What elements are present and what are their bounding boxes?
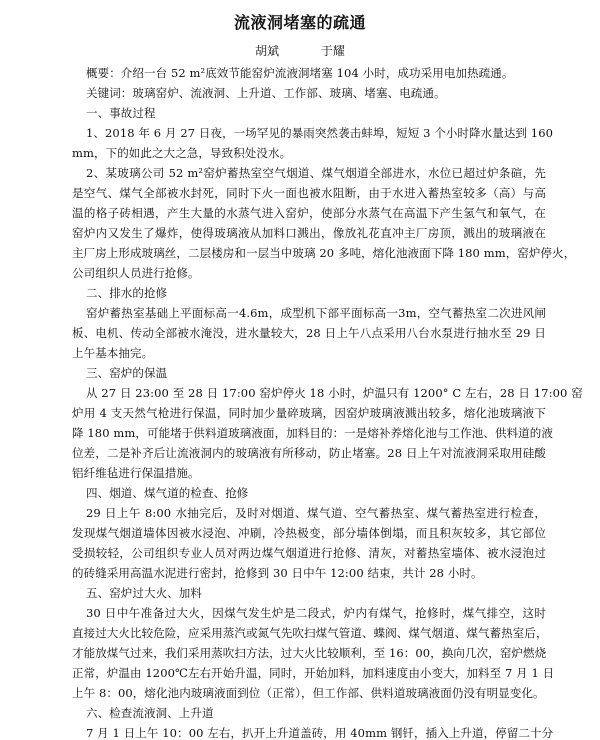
paragraph-line: 正常，炉温由 1200℃左右开始升温，同时，开始加料，加料速度由小变大，加料至 7 月 1 日 (72, 666, 555, 680)
page-title: 流液洞堵塞的疏通 (233, 13, 366, 32)
paragraph-line: 上午基本抽完。 (72, 346, 154, 360)
paragraph-line: 板、电机、传动全部被水淹没，进水量较大，28 日上午八点采用八台水泵进行抽水至 29 日 (72, 326, 546, 340)
section-heading: 五、窑炉过大火、加料 (86, 586, 202, 600)
paragraph-line: 位差，二是补齐后让流液洞内的玻璃液有所移动，防止堵塞。28 日上午对流液洞采取用硅酸 (72, 446, 546, 460)
paragraph-line: 1、2018 年 6 月 27 日夜，一场罕见的暴雨突然袭击蚌埠，短短 3 个小时降水量达到 160 (86, 126, 554, 140)
paragraph-line: 的砖缝采用高温水泥进行密封，抢修到 30 日中午 12:00 结束，共计 28 小时。 (72, 566, 483, 580)
paragraph-line: 炉用 4 支天然气枪进行保温，同时加少量碎玻璃，因窑炉玻璃液溅出较多，熔化池玻璃液下 (72, 406, 546, 420)
paragraph-line: 从 27 日 23:00 至 28 日 17:00 窑炉停火 18 小时，炉温只有 1200° C 左右，28 日 17:00 窑 (86, 386, 583, 400)
paragraph-line: 7 月 1 日上午 10：00 左右，扒开上升道盖砖，用 40mm 钢钎，插入上升道，停留二十分 (86, 726, 554, 740)
paragraph-line: 公司组织人员进行抢修。 (72, 266, 200, 280)
paragraph-line: 发现煤气烟道墙体因被水浸泡、冲刷，冷热极变，部分墙体倒塌，而且积灰较多，其它部位 (72, 526, 546, 540)
paragraph-line: 温的格子砖相遇，产生大量的水蒸气进入窑炉，使部分水蒸气在高温下产生氢气和氧气，在 (72, 206, 546, 220)
paragraph-line: mm，下的如此之大之急，导致积处没水。 (72, 146, 292, 160)
section-heading: 四、烟道、煤气道的检查、抢修 (86, 486, 249, 500)
paragraph-line: 是空气、煤气全部被水封死，同时下火一面也被水阻断，由于水进入蓄热室较多（高）与高 (72, 186, 546, 200)
abstract-line: 概要：介绍一台 52 m²底效节能窑炉流液洞堵塞 104 小时，成功采用电加热疏通。 (86, 66, 514, 80)
keywords-line: 关键词：玻璃窑炉、流液洞、上升道、工作部、玻璃、堵塞、电疏通。 (86, 86, 446, 100)
paragraph-line: 30 日中午准备过大火，因煤气发生炉是二段式，炉内有煤气，抢修时，煤气排空，这时 (86, 606, 546, 620)
paragraph-line: 29 日上午 8:00 水抽完后，及时对烟道、煤气道、空气蓄热室、煤气蓄热室进行检查， (86, 506, 546, 520)
authors (0, 42, 600, 59)
paragraph-line: 铝纤维毡进行保温措施。 (72, 466, 200, 480)
author-name: 于耀 (320, 44, 345, 58)
section-heading: 三、窑炉的保温 (86, 366, 168, 380)
paragraph-line: 才能放煤气过来，我们采用蒸吹扫方法，过大火比较顺利，至 16：00，换向几次，窑炉燃烧 (72, 646, 547, 660)
paragraph-line: 受损较轻，公司组织专业人员对两边煤气烟道进行抢修、清灰，对蓄热室墙体、被水浸泡过 (72, 546, 546, 560)
paragraph-line: 2、某玻璃公司 52 m²窑炉蓄热室空气烟道、煤气烟道全部进水，水位已超过炉条碹，先 (86, 166, 546, 180)
author-name: 胡斌 (255, 44, 280, 58)
section-heading: 六、检查流液洞、上升道 (86, 706, 214, 720)
paragraph-line: 窑炉内又发生了爆炸，使得玻璃液从加料口溅出，像放礼花直冲主厂房顶，溅出的玻璃液在 (72, 226, 546, 240)
section-heading: 一、事故过程 (86, 106, 156, 120)
paragraph-line: 直接过大火比较危险，应采用蒸汽或氮气先吹扫煤气管道、蝶阀、煤气烟道、煤气蓄热室后， (72, 626, 548, 640)
paragraph-line: 降 180 mm，可能堵于供料道玻璃液面，加料目的：一是熔补养熔化池与工作池、供料道的液 (72, 426, 553, 440)
section-heading: 二、排水的抢修 (86, 286, 168, 300)
paragraph-line: 上午 8：00，熔化池内玻璃液面到位（正常），但工作部、供料道玻璃液面仍没有明显变化。 (72, 686, 545, 700)
paragraph-line: 主厂房上形成玻璃丝，二层楼房和一层当中玻璃 20 多吨，熔化池液面下降 180 mm，窑炉停火， (72, 246, 576, 260)
paragraph-line: 窑炉蓄热室基础上平面标高一4.6m，成型机下部平面标高一3m，空气蓄热室二次进风闸 (86, 306, 546, 320)
